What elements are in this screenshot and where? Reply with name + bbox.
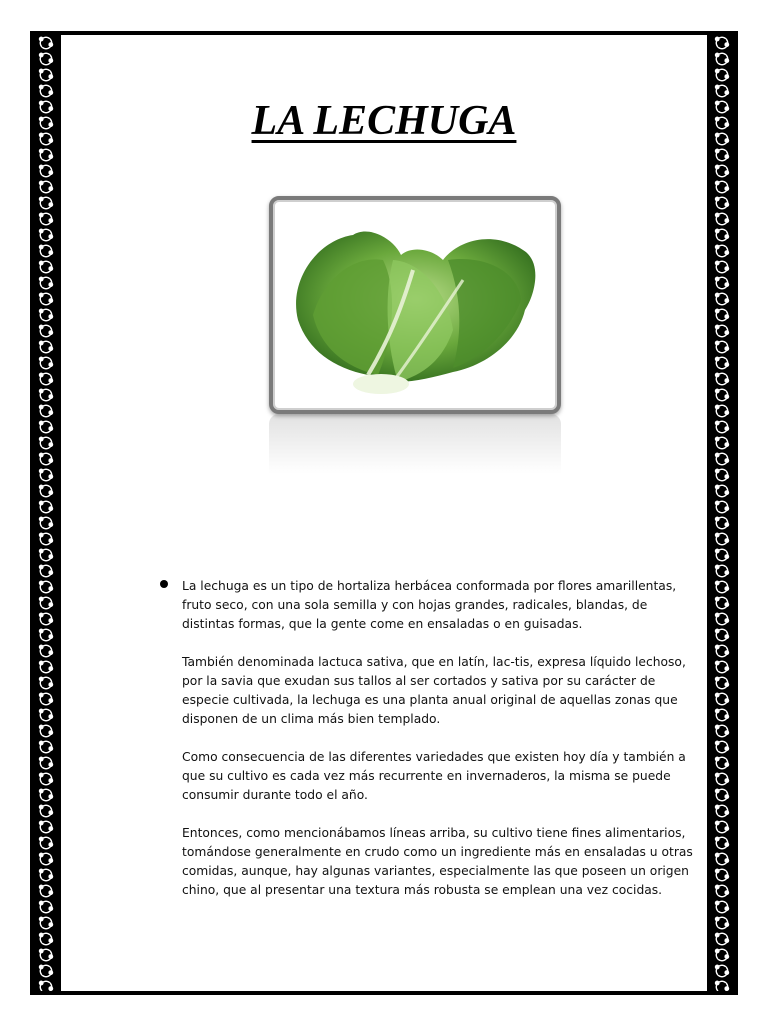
- lettuce-icon: [273, 200, 557, 410]
- document-page: [61, 35, 707, 991]
- page-frame: [30, 31, 738, 995]
- bullet-icon: [160, 580, 168, 588]
- decorative-border-left: [34, 35, 58, 991]
- photo-reflection: [269, 414, 561, 474]
- paragraph: Entonces, como mencionábamos líneas arriba, su cultivo tiene fines alimentarios, tomándose generalmente en crudo como un ingrediente más en ensaladas u otras comidas, aunque, hay algunas variantes, especialmente las que poseen un origen chino, que al presentar una textura más robusta se emplean una vez cocidas.: [182, 826, 693, 897]
- paragraph: También denominada lactuca sativa, que en latín, lac-tis, expresa líquido lechoso, por la savia que exudan sus tallos al ser cortados y sativa por su carácter de especie cultivada, la lechuga es una planta anual original de aquellas zonas que disponen de un clima más bien templado.: [182, 655, 686, 726]
- document-title: LA LECHUGA: [251, 98, 517, 144]
- decorative-border-right: [710, 35, 734, 991]
- body-text: [182, 577, 702, 919]
- lettuce-photo: [269, 196, 561, 414]
- paragraph: Como consecuencia de las diferentes variedades que existen hoy día y también a que su cultivo es cada vez más recurrente en invernaderos, la misma se puede consumir durante todo el año.: [182, 750, 686, 802]
- paragraph: La lechuga es un tipo de hortaliza herbácea conformada por flores amarillentas, fruto seco, con una sola semilla y con hojas grandes, radicales, blandas, de distintas formas, que la gente come en ensaladas o en guisadas.: [182, 579, 677, 631]
